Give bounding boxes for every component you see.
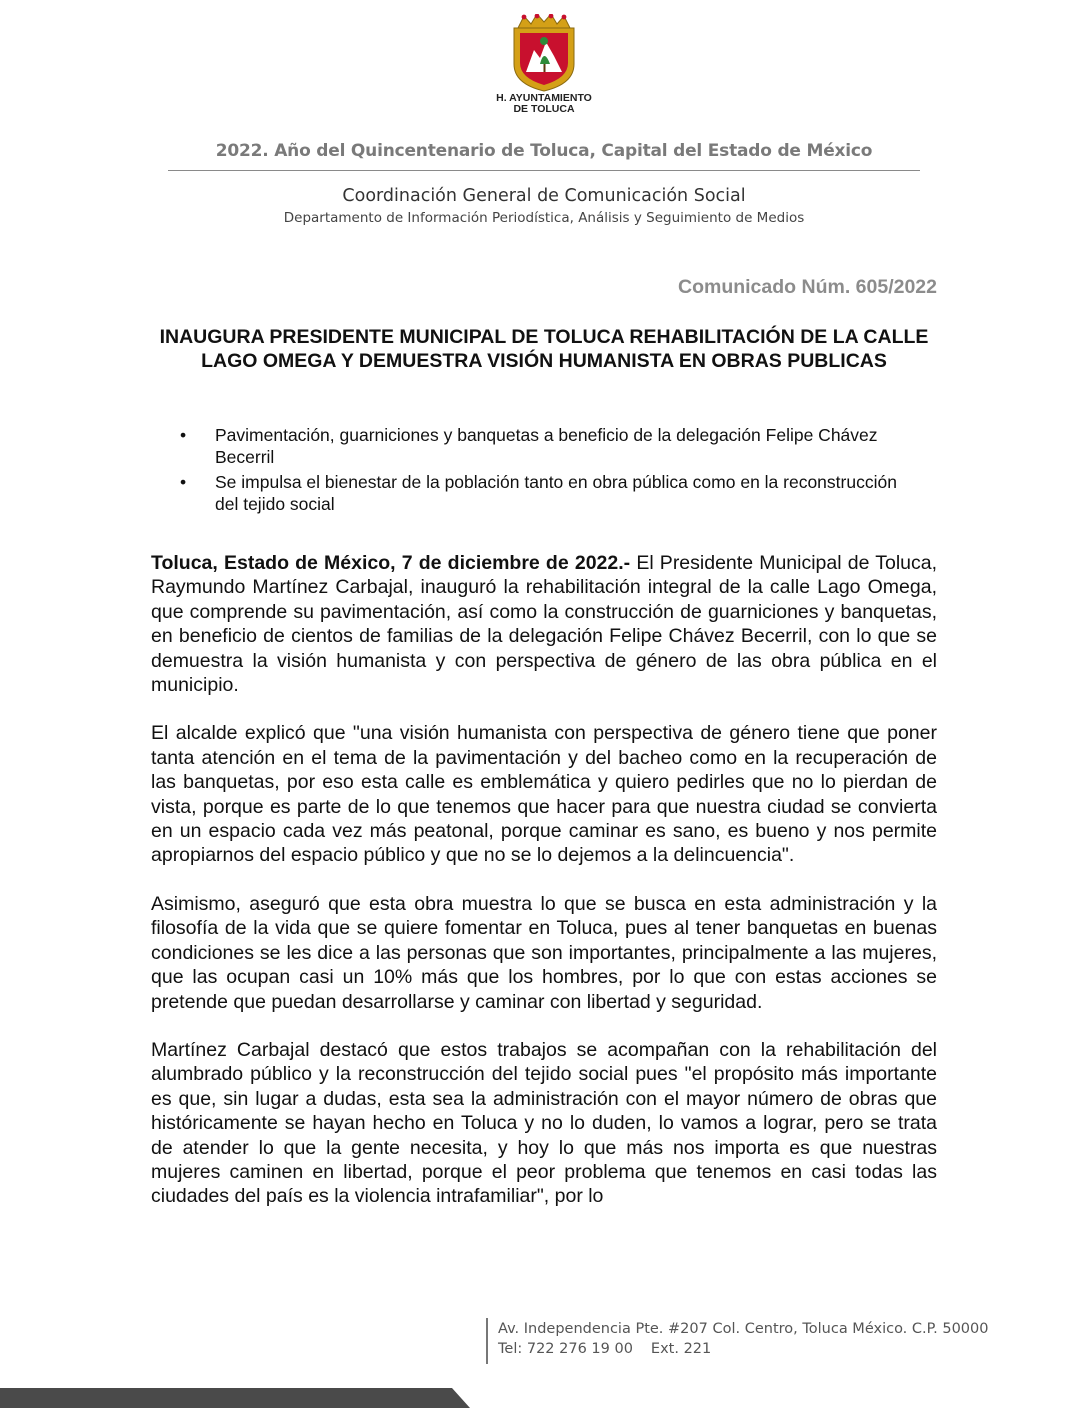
footer-contact — [498, 1341, 711, 1357]
year-motto: 2022. Año del Quincentenario de Toluca, Capital del Estado de México — [215, 141, 873, 161]
article-paragraph: Asimismo, aseguró que esta obra muestra lo que se busca en esta administración y la filosofía de la vida que se quiere fomentar en Toluca, pues al tener banquetas en buenas condiciones se les dice a las personas que son importantes, principalmente a las mujeres, que las ocupan casi un 10% más que los hombres, por lo que con estas acciones se pretende que puedan desarrollarse y caminar con libertad y seguridad. — [151, 892, 937, 1013]
coordination-title: Coordinación General de Comunicación Social — [342, 186, 746, 206]
logo-caption — [486, 93, 602, 115]
bullet-text: Se impulsa el bienestar de la población tanto en obra pública como en la reconstrucción del tejido social — [215, 472, 897, 514]
footer-divider — [486, 1318, 488, 1364]
paragraph-text: El Presidente Municipal de Toluca, Raymundo Martínez Carbajal, inauguró la rehabilitación integral de la calle Lago Omega, que comprende su pavimentación, así como la construcción de guarniciones y banquetas, en beneficio de cientos de familias de la delegación Felipe Chávez Becerril, con lo que se demuestra la visión humanista y con perspectiva de género de las obra pública en el municipio. — [151, 552, 938, 697]
bullet-item — [174, 424, 914, 468]
header-divider — [168, 170, 920, 171]
bullet-item — [174, 471, 914, 515]
bullet-dot: • — [180, 472, 187, 492]
bullet-text: Pavimentación, guarniciones y banquetas a beneficio de la delegación Felipe Chávez Becerril — [215, 425, 878, 467]
dateline: Toluca, Estado de México, 7 de diciembre de 2022.- — [151, 552, 631, 574]
article-body — [151, 551, 937, 1233]
summary-bullets — [174, 424, 914, 518]
article-paragraph — [151, 551, 937, 697]
article-paragraph: El alcalde explicó que "una visión humanista con perspectiva de género tiene que poner tanta atención en el tema de la pavimentación y del bacheo como en la recuperación de las banquetas, por eso esta calle es emblemática y quiero pedirles que no lo pierdan de vista, porque es parte de lo que tenemos que hacer para que nuestra ciudad se convierta en un espacio cada vez más peatonal, porque caminar es sano, es bueno y nos permite apropiarnos del espacio público y que no se lo dejemos a la delincuencia". — [151, 722, 937, 867]
toluca-coat-of-arms-icon — [504, 14, 584, 92]
communique-number: Comunicado Núm. 605/2022 — [677, 276, 937, 298]
footer-phone: Tel: 722 276 19 00 — [498, 1341, 633, 1357]
footer-extension: Ext. 221 — [650, 1341, 712, 1357]
logo-caption-line1: H. AYUNTAMIENTO — [496, 92, 592, 104]
municipal-logo — [486, 14, 602, 124]
bullet-dot: • — [180, 425, 187, 445]
coordination-subtitle: Departamento de Información Periodística, Análisis y Seguimiento de Medios — [283, 210, 805, 226]
footer-address: Av. Independencia Pte. #207 Col. Centro, Toluca México. C.P. 50000 — [498, 1321, 989, 1337]
article-paragraph: Martínez Carbajal destacó que estos trabajos se acompañan con la rehabilitación del alumbrado público y la reconstrucción del tejido social pues "el propósito más importante es que, sin lugar a dudas, esta sea la administración con el mayor número de obras que históricamente se hayan hecho en Toluca y no lo duden, lo vamos a lograr, pero se trata de atender lo que la gente necesita, y hoy lo que más nos importa es que nuestras mujeres caminen en libertad, porque el peor problema que tenemos en casi todas las ciudades del país es la violencia intrafamiliar", por lo — [151, 1038, 937, 1208]
logo-caption-line2: DE TOLUCA — [513, 103, 575, 115]
footer-stripe — [0, 1388, 1088, 1408]
headline: INAUGURA PRESIDENTE MUNICIPAL DE TOLUCA REHABILITACIÓN DE LA CALLE LAGO OMEGA Y DEMUESTRA VISIÓN HUMANISTA EN OBRAS PUBLICAS — [159, 326, 929, 372]
